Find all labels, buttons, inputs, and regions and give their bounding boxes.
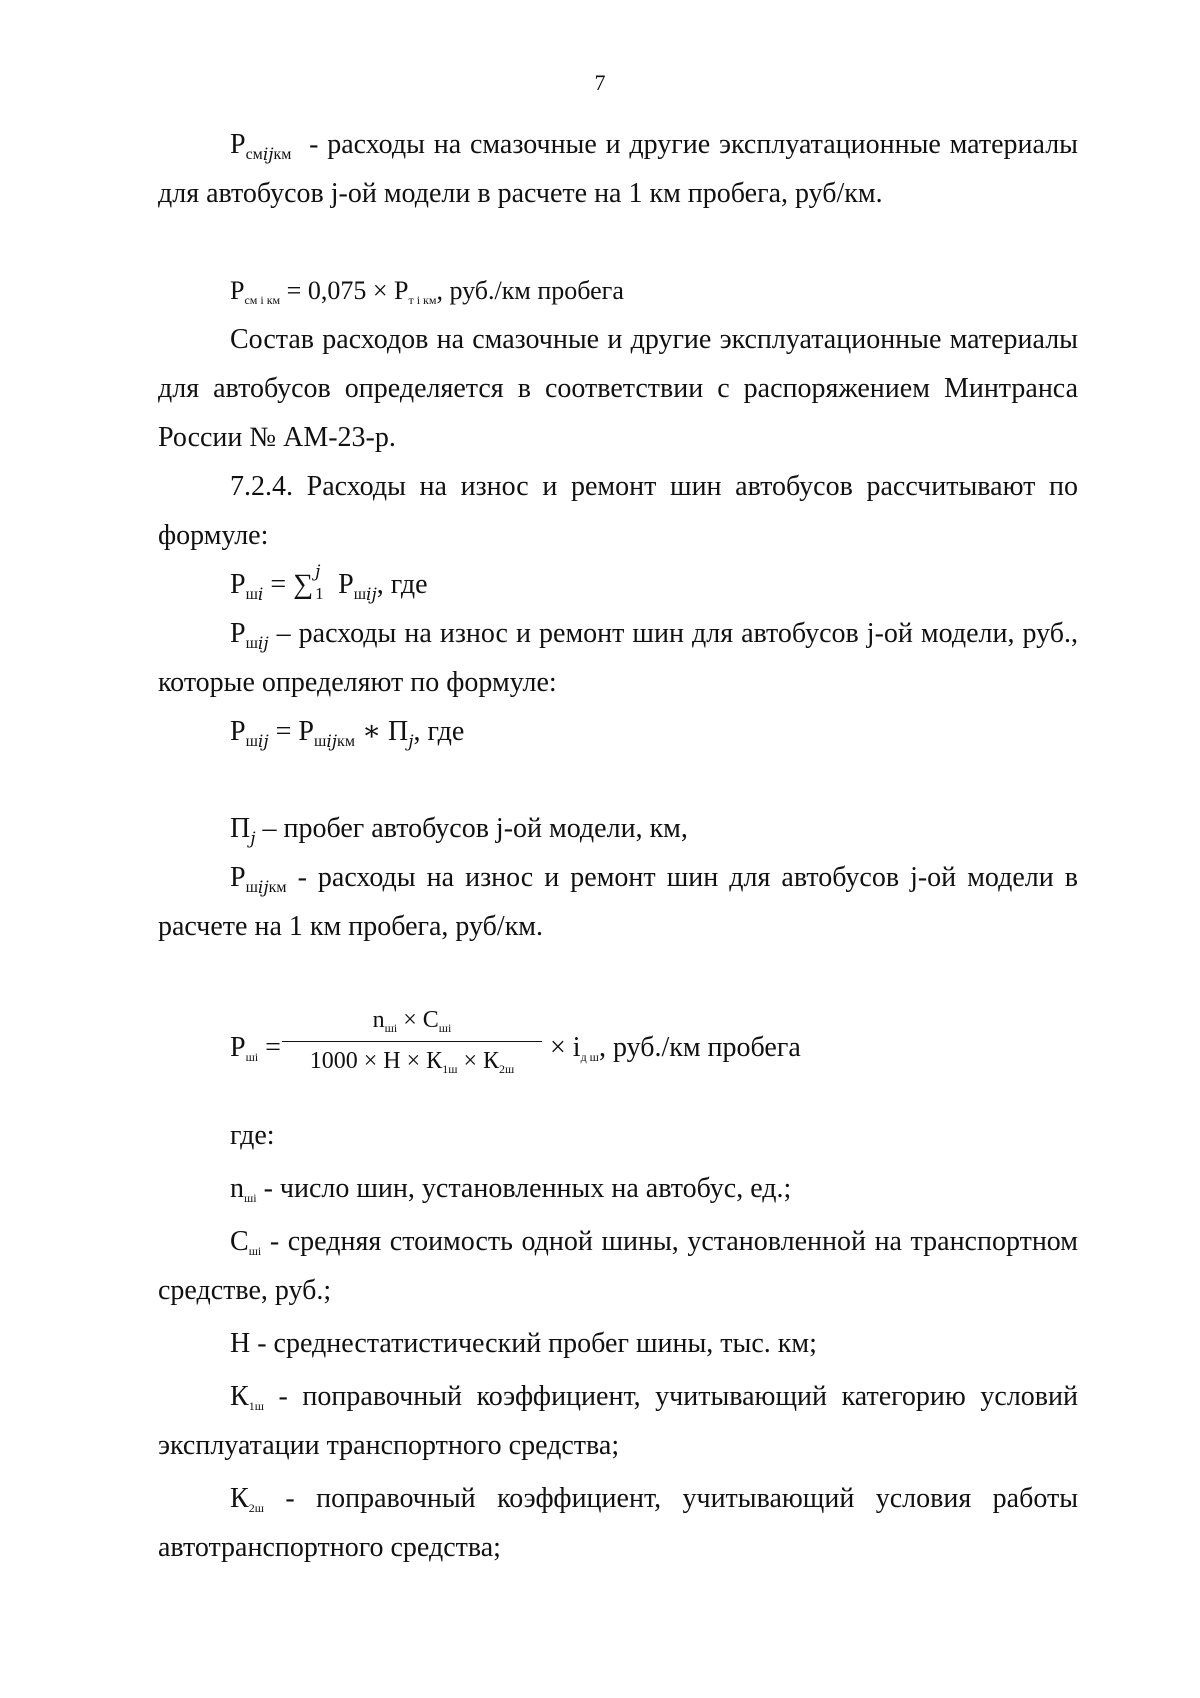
formula-tire-cost-per-km: Ршi = $n_{шi} \times С_{шi}$ $1000 \times Н \times К_{1ш} \times К_{2ш}$ × iд ш, руб./км пробега [158, 1001, 1078, 1101]
symbol-p-lubricants: $Р_{смijкм}$ [230, 129, 292, 165]
where-label: где: [230, 1120, 275, 1151]
fraction-numerator: $n_{шi} \times С_{шi}$ [282, 1001, 542, 1042]
paragraph-composition: Состав расходов на смазочные и другие эксплуатационные материалы для автобусов определяется в соответствии с распоряжением Минтранса России № АМ-23-р. [158, 324, 1078, 453]
section-7-2-4: 7.2.4. Расходы на износ и ремонт шин автобусов рассчитывают по формуле: [158, 471, 1078, 551]
definition-mileage: $П_j$ – пробег автобусов j-ой модели, км, [230, 813, 688, 849]
fraction-denominator: $1000 \times Н \times К_{1ш} \times К_{2ш}$ [309, 1048, 515, 1076]
definition-p-tires-j: $Р_{шij}$ – расходы на износ и ремонт шин для автобусов j-ой модели, руб., которые определяют по формуле: [158, 618, 1078, 698]
definition-tire-mileage: Н - среднестатистический пробег шины, тыс. км; [230, 1328, 817, 1359]
definition-text: - расходы на смазочные и другие эксплуатационные материалы для автобусов j-ой модели в расчете на 1 км пробега, руб/км. [158, 129, 1078, 209]
definition-tire-count: nшi - число шин, установленных на автобус, ед.; [230, 1173, 792, 1205]
definition-k2: К2ш - поправочный коэффициент, учитывающий условия работы автотранспортного средства; [158, 1483, 1078, 1563]
document-body [158, 120, 1078, 1572]
formula-tire-sum: $Р_{шi}$ = ∑ j 1 $Р_{шij}$, где [230, 561, 428, 605]
definition-p-lubricants [158, 120, 1078, 218]
definition-tire-price: Сшi - средняя стоимость одной шины, установленной на транспортном средстве, руб.; [158, 1226, 1078, 1306]
formula-lubricants: Рсм i км = 0,075 × Рт i км, руб./км пробега [230, 276, 624, 307]
definition-k1: К1ш - поправочный коэффициент, учитывающий категорию условий эксплуатации транспортного средства; [158, 1381, 1078, 1461]
definition-p-tires-km: $Р_{шijкм}$ - расходы на износ и ремонт шин для автобусов j-ой модели в расчете на 1 км пробега, руб/км. [158, 862, 1078, 942]
page-number: 7 [594, 70, 606, 95]
formula-tires-j: $Р_{шij} = Р_{шijкм}$ ∗ $П_j$, где [230, 716, 465, 752]
fraction [282, 1001, 542, 1080]
